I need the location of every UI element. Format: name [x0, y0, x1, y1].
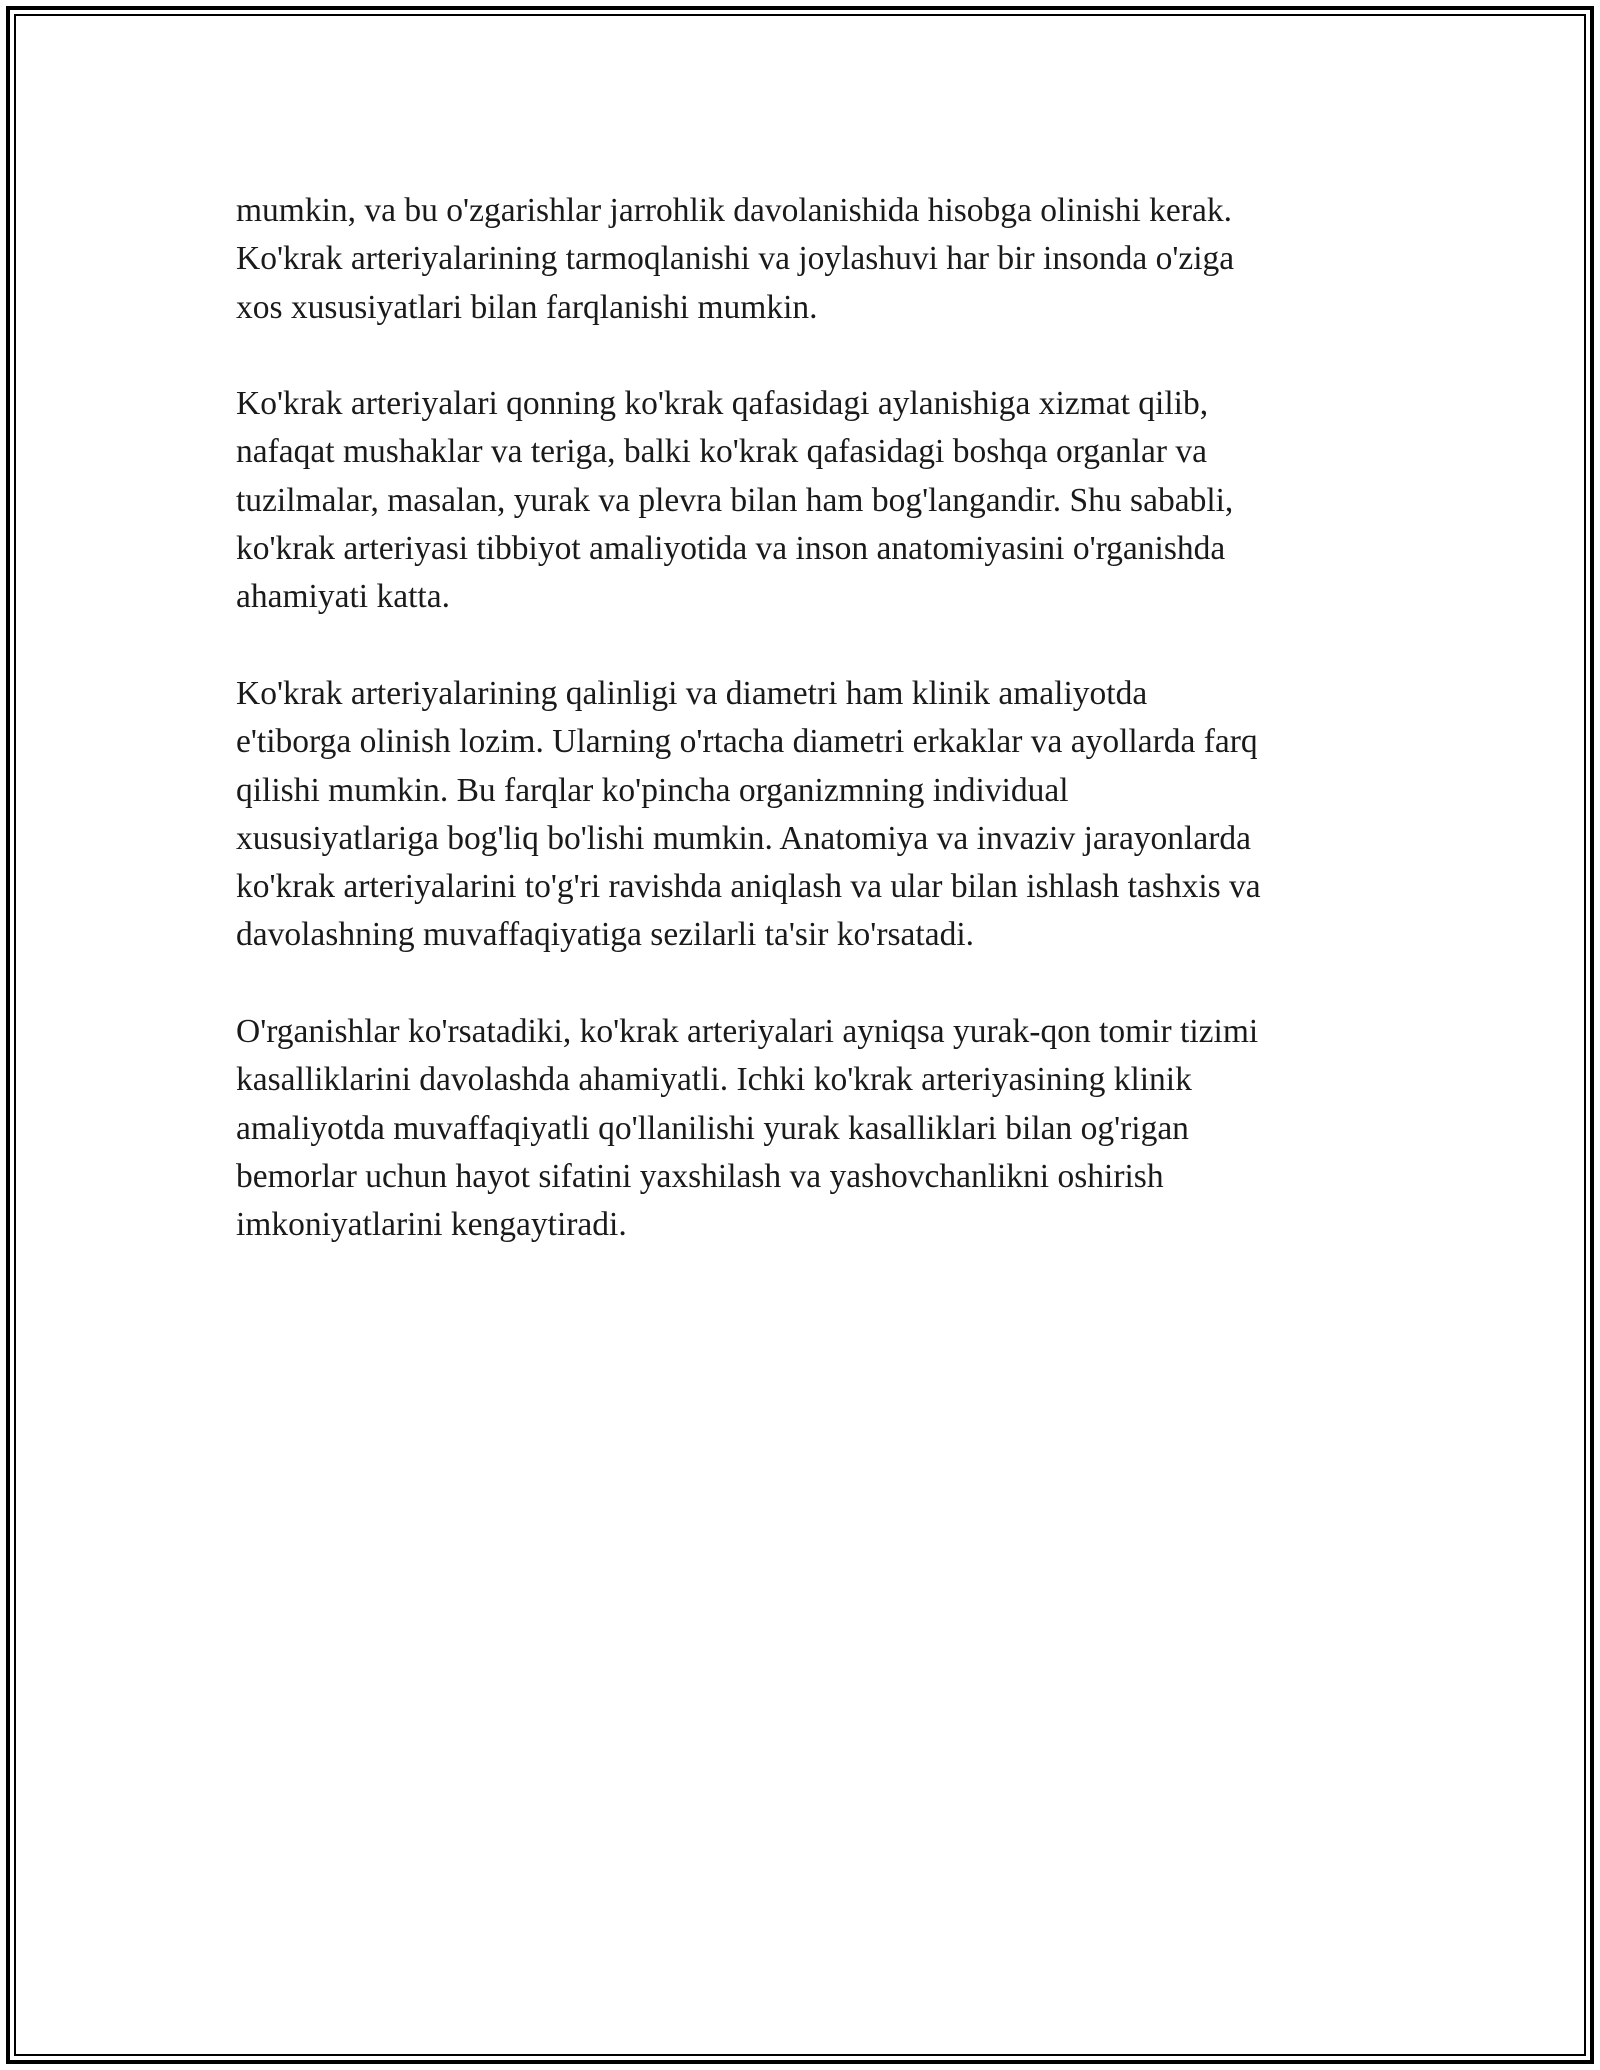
text-line: imkoniyatlarini kengaytiradi.	[236, 1206, 627, 1244]
paragraph	[236, 380, 1366, 621]
text-line: Ko'krak arteriyalarining tarmoqlanishi va joylashuvi har bir insonda o'ziga	[236, 240, 1235, 278]
text-line: davolashning muvaffaqiyatiga sezilarli ta'sir ko'rsatadi.	[236, 916, 974, 954]
document-body	[236, 187, 1366, 1298]
text-line: bemorlar uchun hayot sifatini yaxshilash va yashovchanlikni oshirish	[236, 1157, 1164, 1195]
paragraph	[236, 1008, 1366, 1249]
text-line: amaliyotda muvaffaqiyatli qo'llanilishi yurak kasalliklari bilan og'rigan	[236, 1109, 1189, 1147]
text-line: xususiyatlariga bog'liq bo'lishi mumkin. Anatomiya va invaziv jarayonlarda	[236, 819, 1252, 857]
text-line: qilishi mumkin. Bu farqlar ko'pincha organizmning individual	[236, 771, 1069, 809]
text-line: tuzilmalar, masalan, yurak va plevra bilan ham bog'langandir. Shu sababli,	[236, 481, 1234, 519]
text-line: ko'krak arteriyasi tibbiyot amaliyotida va inson anatomiyasini o'rganishda	[236, 530, 1226, 568]
paragraph	[236, 187, 1366, 332]
text-line: kasalliklarini davolashda ahamiyatli. Ichki ko'krak arteriyasining klinik	[236, 1061, 1192, 1099]
text-line: ahamiyati katta.	[236, 578, 450, 616]
text-line: ko'krak arteriyalarini to'g'ri ravishda aniqlash va ular bilan ishlash tashxis va	[236, 868, 1261, 906]
paragraph	[236, 670, 1366, 960]
text-line: Ko'krak arteriyalari qonning ko'krak qafasidagi aylanishiga xizmat qilib,	[236, 385, 1209, 423]
text-line: Ko'krak arteriyalarining qalinligi va diametri ham klinik amaliyotda	[236, 674, 1148, 712]
text-line: mumkin, va bu o'zgarishlar jarrohlik davolanishida hisobga olinishi kerak.	[236, 192, 1232, 229]
text-line: O'rganishlar ko'rsatadiki, ko'krak arteriyalari ayniqsa yurak-qon tomir tizimi	[236, 1013, 1259, 1051]
text-line: e'tiborga olinish lozim. Ularning o'rtacha diametri erkaklar va ayollarda farq	[236, 723, 1258, 761]
text-line: nafaqat mushaklar va teriga, balki ko'krak qafasidagi boshqa organlar va	[236, 433, 1207, 471]
text-line: xos xususiyatlari bilan farqlanishi mumkin.	[236, 288, 818, 326]
